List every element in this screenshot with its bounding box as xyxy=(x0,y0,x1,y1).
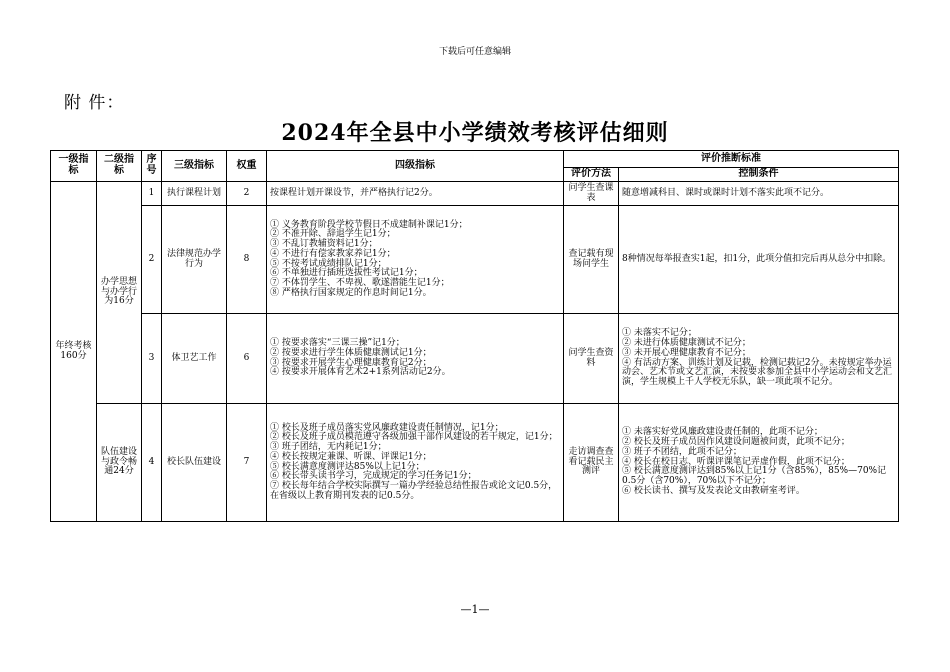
level4-item: ④ 不进行有偿家教家养记1分； xyxy=(270,248,396,259)
condition-item: ③ 未开展心理健康教育不记分； xyxy=(622,347,751,358)
weight-cell: 2 xyxy=(227,182,267,206)
level4-item: ⑥ 不单独进行插班选拔性考试记1分； xyxy=(270,268,423,279)
attachment-label: 附 件： xyxy=(64,93,125,113)
condition-item: ② 未进行体质健康测试不记分； xyxy=(622,338,751,349)
level4-item: ③ 不乱订教辅资料记1分； xyxy=(270,239,378,250)
level4-item: ④ 校长按规定兼课、听课、评课记1分； xyxy=(270,451,432,462)
weight-cell: 7 xyxy=(227,404,267,522)
condition-item: 8种情况每举报查实1起，扣1分，此项分值扣完后再从总分中扣除。 xyxy=(622,253,892,264)
header-method: 评价方法 xyxy=(564,168,619,182)
level4-item: ⑦ 校长每年结合学校实际撰写一篇办学经验总结性报告或论文记0.5分，在省级以上教育期刊发表的记0.5分。 xyxy=(270,480,558,501)
level2-cell-2: 队伍建设与政令畅通24分 xyxy=(97,404,142,522)
condition-cell xyxy=(619,314,899,404)
condition-item: ③ 班子不团结，此项不记分； xyxy=(622,446,742,457)
evaluation-table xyxy=(50,150,899,522)
level4-item: ⑦ 不体罚学生、不卑视、歌遂潜能生记1分； xyxy=(270,277,450,288)
level3-cell: 执行课程计划 xyxy=(162,182,227,206)
level3-cell: 体卫艺工作 xyxy=(162,314,227,404)
level4-cell xyxy=(267,182,564,206)
method-cell: 问学生查资料 xyxy=(564,314,619,404)
level4-cell xyxy=(267,206,564,314)
level4-item: ② 校长及班子成员模范遵守各级加强干部作风建设的若干规定，记1分； xyxy=(270,432,558,443)
seq-cell: 2 xyxy=(142,206,162,314)
method-cell: 走访调查查看记载民主测评 xyxy=(564,404,619,522)
header-condition: 控制条件 xyxy=(619,168,899,182)
seq-cell: 3 xyxy=(142,314,162,404)
weight-cell: 8 xyxy=(227,206,267,314)
level1-cell: 年终考核160分 xyxy=(51,182,97,522)
header-level3: 三级指标 xyxy=(162,151,227,182)
method-cell: 问学生查课表 xyxy=(564,182,619,206)
document-title: 2024年全县中小学绩效考核评估细则 xyxy=(281,120,669,146)
header-seq: 序号 xyxy=(142,151,162,182)
condition-item: 随意增减科目、课时或课时计划不落实此项不记分。 xyxy=(622,187,830,198)
condition-item: ② 校长及班子成员因作风建设问题被问责，此项不记分； xyxy=(622,437,850,448)
condition-item: ④ 有活动方案、训练计划及记载，检测记载记2分。未按规定举办运动会、艺术节或文艺汇演，未按要求参加全县中小学运动会和文艺汇演，学生规模上千人学校无乐队，缺一项此项不记分。 xyxy=(622,357,893,387)
condition-item: ⑤ 校长满意度测评达到85%以上记1分（含85%），85%—70%记0.5分（含70%），70%以下不记分； xyxy=(622,466,887,487)
level4-item: ② 按要求进行学生体质健康测试记1分； xyxy=(270,347,432,358)
level3-cell: 校长队伍建设 xyxy=(162,404,227,522)
level4-item: ⑧ 严格执行国家规定的作息时间记1分。 xyxy=(270,287,432,298)
header-level1: 一级指标 xyxy=(51,151,97,182)
level4-item: ⑥ 校长带头读书学习，完成规定的学习任务记1分； xyxy=(270,471,477,482)
seq-cell: 4 xyxy=(142,404,162,522)
condition-cell xyxy=(619,206,899,314)
method-cell: 查记载有现场问学生 xyxy=(564,206,619,314)
header-note: 下载后可任意编辑 xyxy=(438,47,511,57)
level2-cell-1: 办学思想与办学行为16分 xyxy=(97,182,142,404)
header-level4: 四级指标 xyxy=(267,151,564,182)
condition-cell xyxy=(619,182,899,206)
condition-item: ① 未落实好党风廉政建设责任制的，此项不记分； xyxy=(622,427,823,438)
condition-item: ① 未落实不记分； xyxy=(622,328,697,339)
level4-item: ④ 按要求开展体育艺术2+1系列活动记2分。 xyxy=(270,367,451,378)
level4-item: ③ 班子团结，无内耗记1分； xyxy=(270,442,387,453)
level3-cell: 法律规范办学行为 xyxy=(162,206,227,314)
level4-item: ③ 按要求开展学生心理健康教育记2分； xyxy=(270,357,432,368)
header-standard: 评价推断标准 xyxy=(564,151,899,168)
header-level2: 二级指标 xyxy=(97,151,142,182)
level4-item: 按课程计划开课设节，并严格执行记2分。 xyxy=(270,187,438,198)
weight-cell: 6 xyxy=(227,314,267,404)
level4-item: ② 不准开除、辞退学生记1分； xyxy=(270,229,396,240)
condition-item: ⑥ 校长读书、撰写及发表论文由教研室考评。 xyxy=(622,485,805,496)
level4-item: ⑤ 不按考试成绩排队记1分； xyxy=(270,258,387,269)
level4-item: ⑤ 校长满意度测评达85%以上记1分； xyxy=(270,461,425,472)
condition-item: ④ 校长在校日志、听课评课笔记弄虚作假，此项不记分； xyxy=(622,456,850,467)
level4-item: ① 按要求落实“三课三操”记1分； xyxy=(270,338,405,349)
seq-cell: 1 xyxy=(142,182,162,206)
level4-cell xyxy=(267,404,564,522)
condition-cell xyxy=(619,404,899,522)
page-number: —1— xyxy=(460,603,490,616)
header-weight: 权重 xyxy=(227,151,267,182)
level4-item: ① 义务教育阶段学校节假日不成建制补课记1分； xyxy=(270,219,468,230)
level4-cell xyxy=(267,314,564,404)
level4-item: ① 校长及班子成员落实党风廉政建设责任制情况，记1分； xyxy=(270,422,504,433)
